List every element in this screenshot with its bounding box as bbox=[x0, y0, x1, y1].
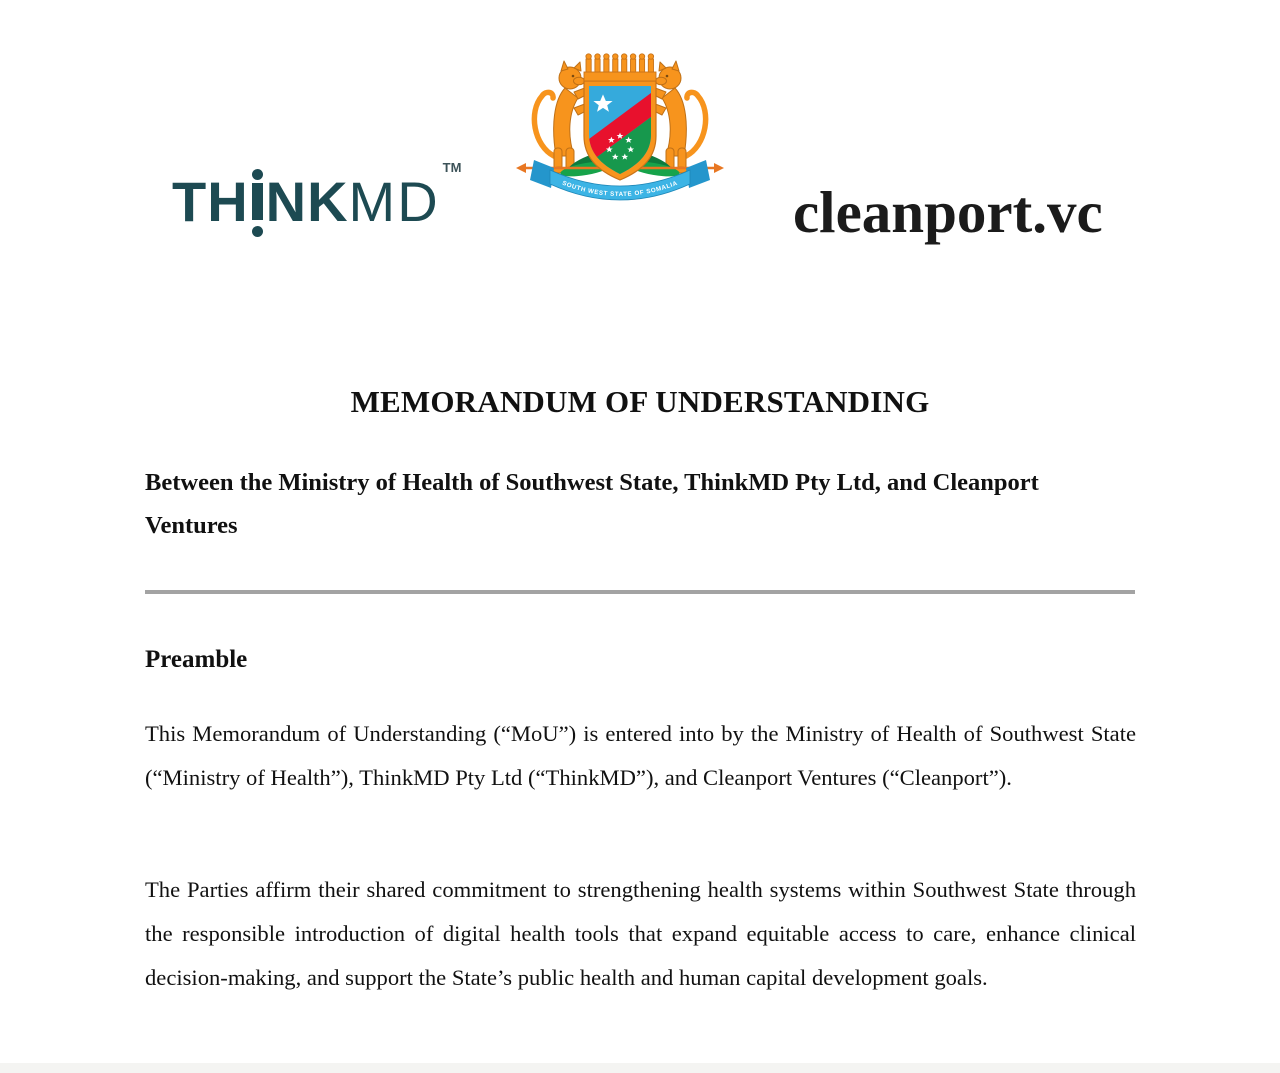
preamble-paragraph-1: This Memorandum of Understanding (“MoU”) is entered into by the Ministry of Health of Southwest State (“Ministry of Health”), ThinkMD Pty Ltd (“ThinkMD”), and Cleanport Ventures (“Cleanport”). bbox=[145, 721, 1136, 790]
thinkmd-logo-text-md: MD bbox=[348, 170, 440, 233]
section-divider bbox=[145, 590, 1135, 594]
preamble-heading: Preamble bbox=[145, 646, 248, 673]
document-subtitle: Between the Ministry of Health of Southwest State, ThinkMD Pty Ltd, and Cleanport Ventures bbox=[145, 469, 1039, 539]
page-bottom-edge bbox=[0, 1063, 1280, 1073]
crown bbox=[584, 54, 656, 81]
thinkmd-i-dot-top bbox=[252, 169, 263, 180]
document-title: MEMORANDUM OF UNDERSTANDING bbox=[350, 384, 930, 419]
cleanport-logo: cleanport.vc bbox=[793, 179, 1103, 245]
leopard-right bbox=[648, 61, 706, 173]
thinkmd-logo-text-nk: NK bbox=[265, 170, 349, 233]
thinkmd-i-bar bbox=[252, 183, 263, 220]
thinkmd-logo-letter-i bbox=[252, 167, 263, 237]
trademark-symbol: TM bbox=[442, 160, 462, 175]
thinkmd-logo bbox=[172, 162, 461, 242]
preamble-paragraph-2: The Parties affirm their shared commitment to strengthening health systems within Southwest State through the responsible introduction of digital health tools that expand equitable access to care, enhance clinical decision-making, and support the State’s public health and human capital development goals. bbox=[145, 877, 1136, 990]
southwest-state-emblem bbox=[510, 40, 730, 212]
thinkmd-logo-text-th: TH bbox=[172, 170, 249, 233]
banner-text: SOUTH WEST STATE OF SOMALIA bbox=[561, 179, 679, 199]
leopard-left bbox=[534, 61, 592, 173]
thinkmd-i-dot-bottom bbox=[252, 226, 263, 237]
coat-of-arms-icon bbox=[510, 40, 730, 212]
